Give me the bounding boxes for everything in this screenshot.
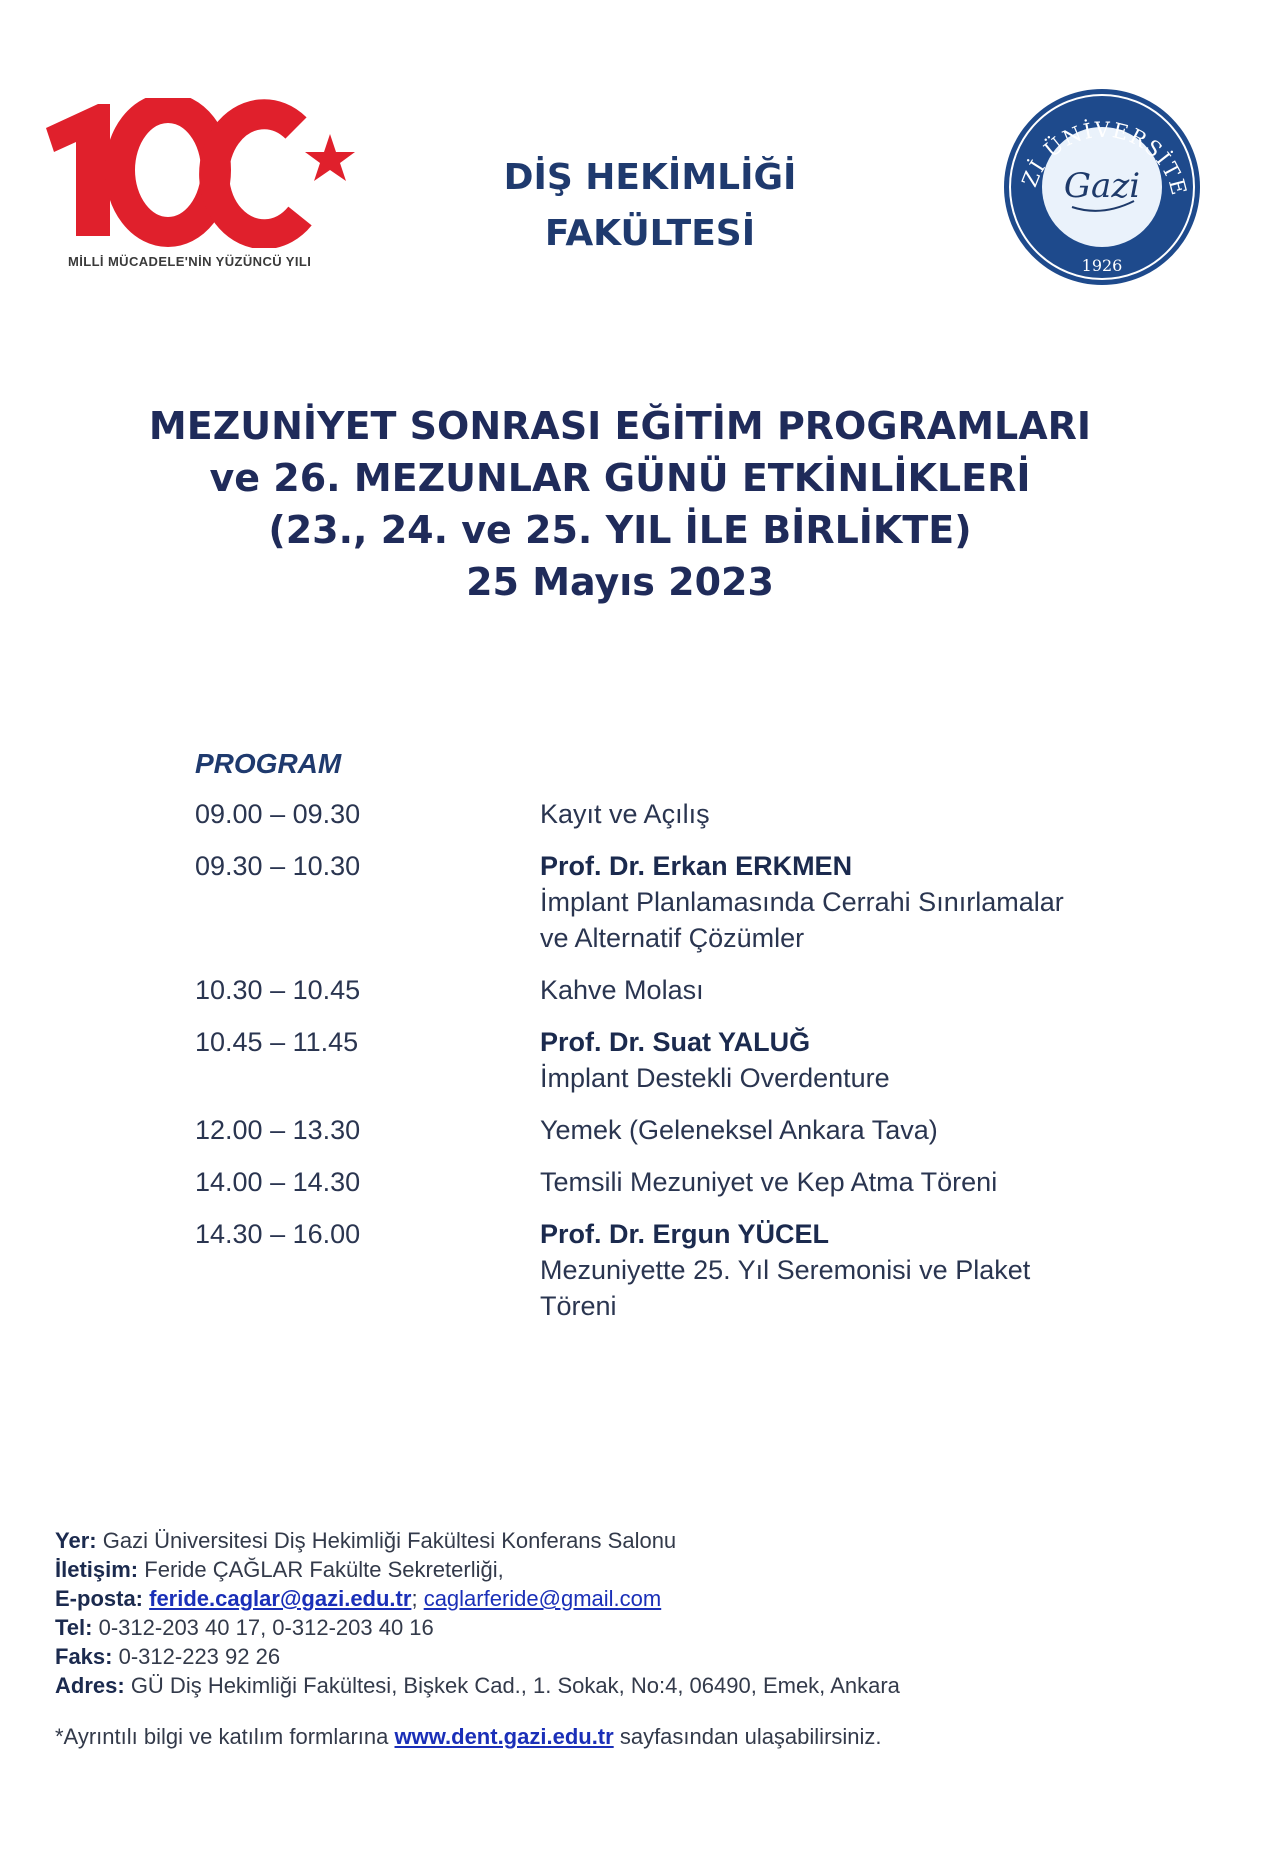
venue-label: Yer:	[55, 1528, 97, 1553]
centennial-logo	[38, 98, 368, 278]
program-line: Yemek (Geleneksel Ankara Tava)	[540, 1115, 938, 1145]
phone-line	[55, 1613, 1235, 1642]
address-label: Adres:	[55, 1673, 125, 1698]
program-line: ve Alternatif Çözümler	[540, 923, 805, 953]
event-date: 25 Mayıs 2023	[466, 560, 774, 604]
website-link[interactable]: www.dent.gazi.edu.tr	[394, 1724, 614, 1749]
program-description	[540, 1216, 1145, 1324]
event-title-line2: ve 26. MEZUNLAR GÜNÜ ETKİNLİKLERİ	[209, 456, 1031, 500]
email-link-primary[interactable]: feride.caglar@gazi.edu.tr	[149, 1586, 412, 1611]
address-line	[55, 1671, 1235, 1700]
seal-year: 1926	[1081, 256, 1123, 275]
program-line: Temsili Mezuniyet ve Kep Atma Töreni	[540, 1167, 998, 1197]
program-line: Mezuniyette 25. Yıl Seremonisi ve Plaket	[540, 1255, 1031, 1285]
program-description	[540, 1112, 1145, 1148]
gazi-university-seal	[1000, 85, 1205, 290]
program-speaker: Prof. Dr. Suat YALUĞ	[540, 1027, 811, 1057]
program-time: 14.30 – 16.00	[195, 1219, 361, 1249]
faculty-title	[440, 150, 860, 262]
program-heading: PROGRAM	[195, 748, 342, 779]
program-time: 12.00 – 13.30	[195, 1115, 361, 1145]
fax-line	[55, 1642, 1235, 1671]
program-time: 09.00 – 09.30	[195, 799, 361, 829]
program-speaker: Prof. Dr. Ergun YÜCEL	[540, 1219, 830, 1249]
venue-value: Gazi Üniversitesi Diş Hekimliği Fakültesi Konferans Salonu	[102, 1528, 677, 1553]
program-description	[540, 848, 1145, 956]
program-description	[540, 1024, 1145, 1096]
info-note-suffix: sayfasından ulaşabilirsiniz.	[619, 1724, 882, 1749]
seal-university-name: Zİ ÜNİVERSİTE	[1017, 117, 1192, 199]
event-title	[80, 400, 1160, 608]
info-note-prefix: *Ayrıntılı bilgi ve katılım formlarına	[55, 1724, 389, 1749]
program-time: 10.45 – 11.45	[195, 1027, 359, 1057]
program-description	[540, 796, 1145, 832]
centennial-100-mark	[38, 98, 368, 248]
program-row	[195, 1216, 1145, 1324]
contact-value: Feride ÇAĞLAR Fakülte Sekreterliği,	[144, 1557, 504, 1582]
program-time: 14.00 – 14.30	[195, 1167, 361, 1197]
phone-value: 0-312-203 40 17, 0-312-203 40 16	[98, 1615, 434, 1640]
program-row	[195, 796, 1145, 832]
faculty-title-line2: FAKÜLTESİ	[544, 213, 756, 254]
email-link-secondary[interactable]: caglarferide@gmail.com	[423, 1586, 662, 1611]
program-line: İmplant Destekli Overdenture	[540, 1063, 890, 1093]
email-label: E-posta:	[55, 1586, 143, 1611]
venue-line	[55, 1526, 1235, 1555]
program-row	[195, 848, 1145, 956]
phone-label: Tel:	[55, 1615, 93, 1640]
email-line	[55, 1584, 1235, 1613]
program-schedule	[195, 796, 1145, 1340]
centennial-caption: MİLLİ MÜCADELE'NİN YÜZÜNCÜ YILI	[68, 254, 312, 269]
program-row	[195, 1024, 1145, 1096]
program-speaker: Prof. Dr. Erkan ERKMEN	[540, 851, 853, 881]
program-line: İmplant Planlamasında Cerrahi Sınırlamalar	[540, 887, 1064, 917]
program-row	[195, 1164, 1145, 1200]
contact-label: İletişim:	[55, 1557, 139, 1582]
event-title-line3: (23., 24. ve 25. YIL İLE BİRLİKTE)	[268, 508, 972, 552]
program-description	[540, 972, 1145, 1008]
program-description	[540, 1164, 1145, 1200]
program-row	[195, 972, 1145, 1008]
contact-info	[55, 1526, 1235, 1700]
program-line: Kahve Molası	[540, 975, 704, 1005]
info-note	[55, 1722, 882, 1751]
program-row	[195, 1112, 1145, 1148]
program-line: Kayıt ve Açılış	[540, 799, 710, 829]
fax-value: 0-312-223 92 26	[118, 1644, 281, 1669]
event-title-line1: MEZUNİYET SONRASI EĞİTİM PROGRAMLARI	[148, 404, 1092, 448]
program-line: Töreni	[540, 1291, 617, 1321]
address-value: GÜ Diş Hekimliği Fakültesi, Bişkek Cad., 1. Sokak, No:4, 06490, Emek, Ankara	[130, 1673, 900, 1698]
seal-signature: Gazi	[1063, 166, 1141, 206]
contact-line	[55, 1555, 1235, 1584]
faculty-title-line1: DİŞ HEKİMLİĞİ	[503, 157, 797, 198]
program-time: 09.30 – 10.30	[195, 851, 361, 881]
email-separator: ;	[411, 1586, 418, 1611]
fax-label: Faks:	[55, 1644, 113, 1669]
program-time: 10.30 – 10.45	[195, 975, 361, 1005]
